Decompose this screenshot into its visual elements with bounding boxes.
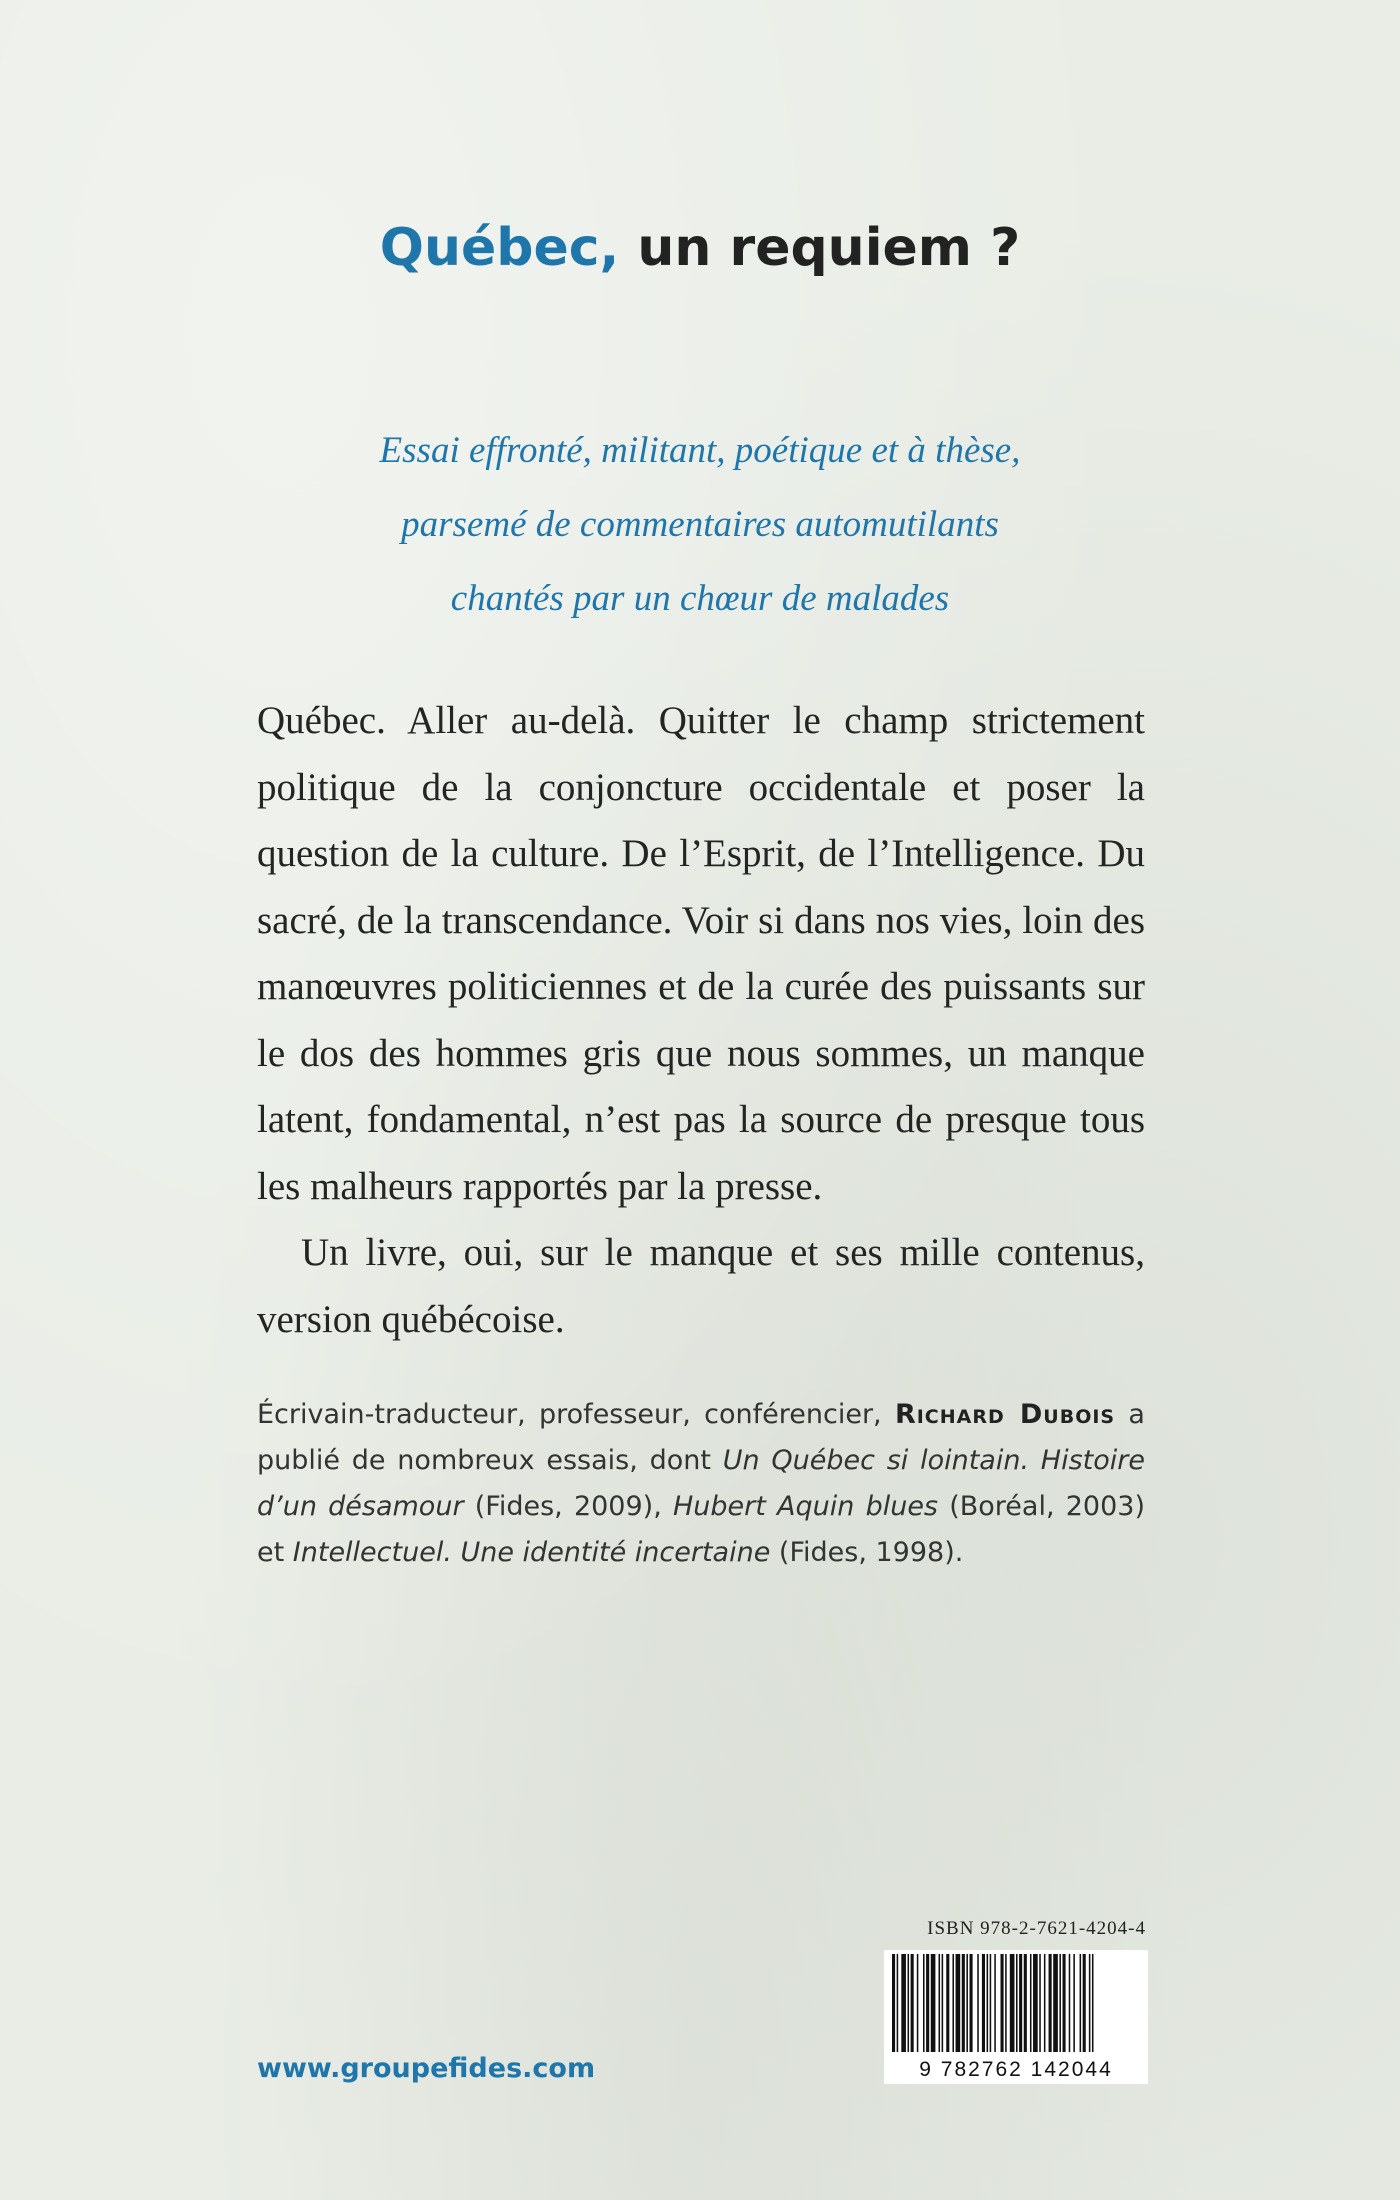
book-reference: Un Québec si lointain. Histoire d’un désamour (257, 1445, 1145, 1522)
barcode-bar (897, 1954, 899, 2052)
barcode-bar (1030, 1954, 1032, 2052)
bio-text: a publié de nombreux essais, dont (257, 1399, 1145, 1476)
barcode-bar (990, 1954, 992, 2052)
bio-text: (Fides, 1998). (770, 1537, 964, 1568)
barcode-bar (1063, 1954, 1066, 2052)
barcode-bar (977, 1954, 979, 2052)
barcode-bars (884, 1950, 1148, 2056)
barcode-digits: 9 782762 142044 (919, 2058, 1113, 2081)
barcode-bar (1039, 1954, 1041, 2052)
subtitle-line: Essai effronté, militant, poétique et à thèse, (379, 430, 1021, 471)
barcode-bar (952, 1954, 954, 2052)
blurb-paragraph: Québec. Aller au-delà. Quitter le champ strictement politique de la conjoncture occidentale et poser la question de la culture. De l’Esprit, de l’Intelligence. Du sacré, de la transcendance. Voir si dans nos vies, loin des manœuvres politiciennes et de la curée des puissants sur le dos des hommes gris que nous sommes, un manque latent, fondamental, n’est pas la source de presque tous les malheurs rapportés par la presse. (257, 699, 1145, 1208)
barcode-bar (987, 1954, 989, 2052)
barcode-bar (1073, 1954, 1075, 2052)
author-bio (257, 1392, 1145, 1576)
barcode-bar (1016, 1954, 1018, 2052)
barcode-bar (942, 1954, 944, 2052)
barcode-bar (923, 1954, 925, 2052)
barcode-bar (1005, 1954, 1007, 2052)
barcode-bar (956, 1954, 961, 2052)
isbn-label: ISBN 978-2-7621-4204-4 (927, 1918, 1146, 1939)
barcode-bar (946, 1954, 949, 2052)
barcode-bar (1053, 1954, 1058, 2052)
barcode-bar (931, 1954, 936, 2052)
barcode-bar (892, 1954, 895, 2052)
barcode-bar (1089, 1954, 1091, 2052)
author-name: Richard Dubois (894, 1399, 1116, 1430)
barcode-bar (1001, 1954, 1004, 2052)
barcode-bar (1059, 1954, 1061, 2052)
barcode-bar (939, 1954, 941, 2052)
barcode-bar (1069, 1954, 1071, 2052)
blurb-paragraph: Un livre, oui, sur le manque et ses mille contenus, version québécoise. (257, 1231, 1145, 1341)
barcode-bar (1092, 1954, 1094, 2052)
barcode-bar (908, 1954, 910, 2052)
subtitle-line: parsemé de commentaires automutilants (401, 504, 999, 545)
barcode-bar (994, 1954, 996, 2052)
title-rest: un requiem ? (619, 218, 1021, 278)
barcode-bar (966, 1954, 968, 2052)
subtitle-line: chantés par un chœur de malades (450, 578, 950, 619)
barcode-bar (917, 1954, 919, 2052)
barcode-bar (926, 1954, 929, 2052)
barcode-bar (1080, 1954, 1082, 2052)
barcode-bar (1049, 1954, 1052, 2052)
book-reference: Hubert Aquin blues (672, 1491, 939, 1522)
book-reference: Intellectuel. Une identité incertaine (292, 1537, 771, 1568)
barcode (884, 1950, 1148, 2084)
bio-text: (Boréal, 2003) et (257, 1491, 1145, 1568)
book-subtitle (200, 414, 1200, 636)
barcode-bar (982, 1954, 985, 2052)
barcode-bar (1024, 1954, 1027, 2052)
barcode-bar (1010, 1954, 1015, 2052)
blurb (257, 688, 1145, 1353)
barcode-bar (1019, 1954, 1022, 2052)
barcode-bar (911, 1954, 914, 2052)
barcode-bar (1033, 1954, 1038, 2052)
barcode-bar (962, 1954, 965, 2052)
title-accent: Québec, (379, 218, 620, 278)
bio-text: (Fides, 2009), (463, 1491, 673, 1522)
book-title (0, 218, 1400, 278)
bio-intro: Écrivain-traducteur, professeur, conférencier, (257, 1399, 895, 1430)
barcode-bar (1083, 1954, 1086, 2052)
barcode-bar (901, 1954, 906, 2052)
barcode-bar (970, 1954, 973, 2052)
barcode-bar (1044, 1954, 1046, 2052)
publisher-website[interactable]: www.groupefides.com (257, 2053, 596, 2084)
